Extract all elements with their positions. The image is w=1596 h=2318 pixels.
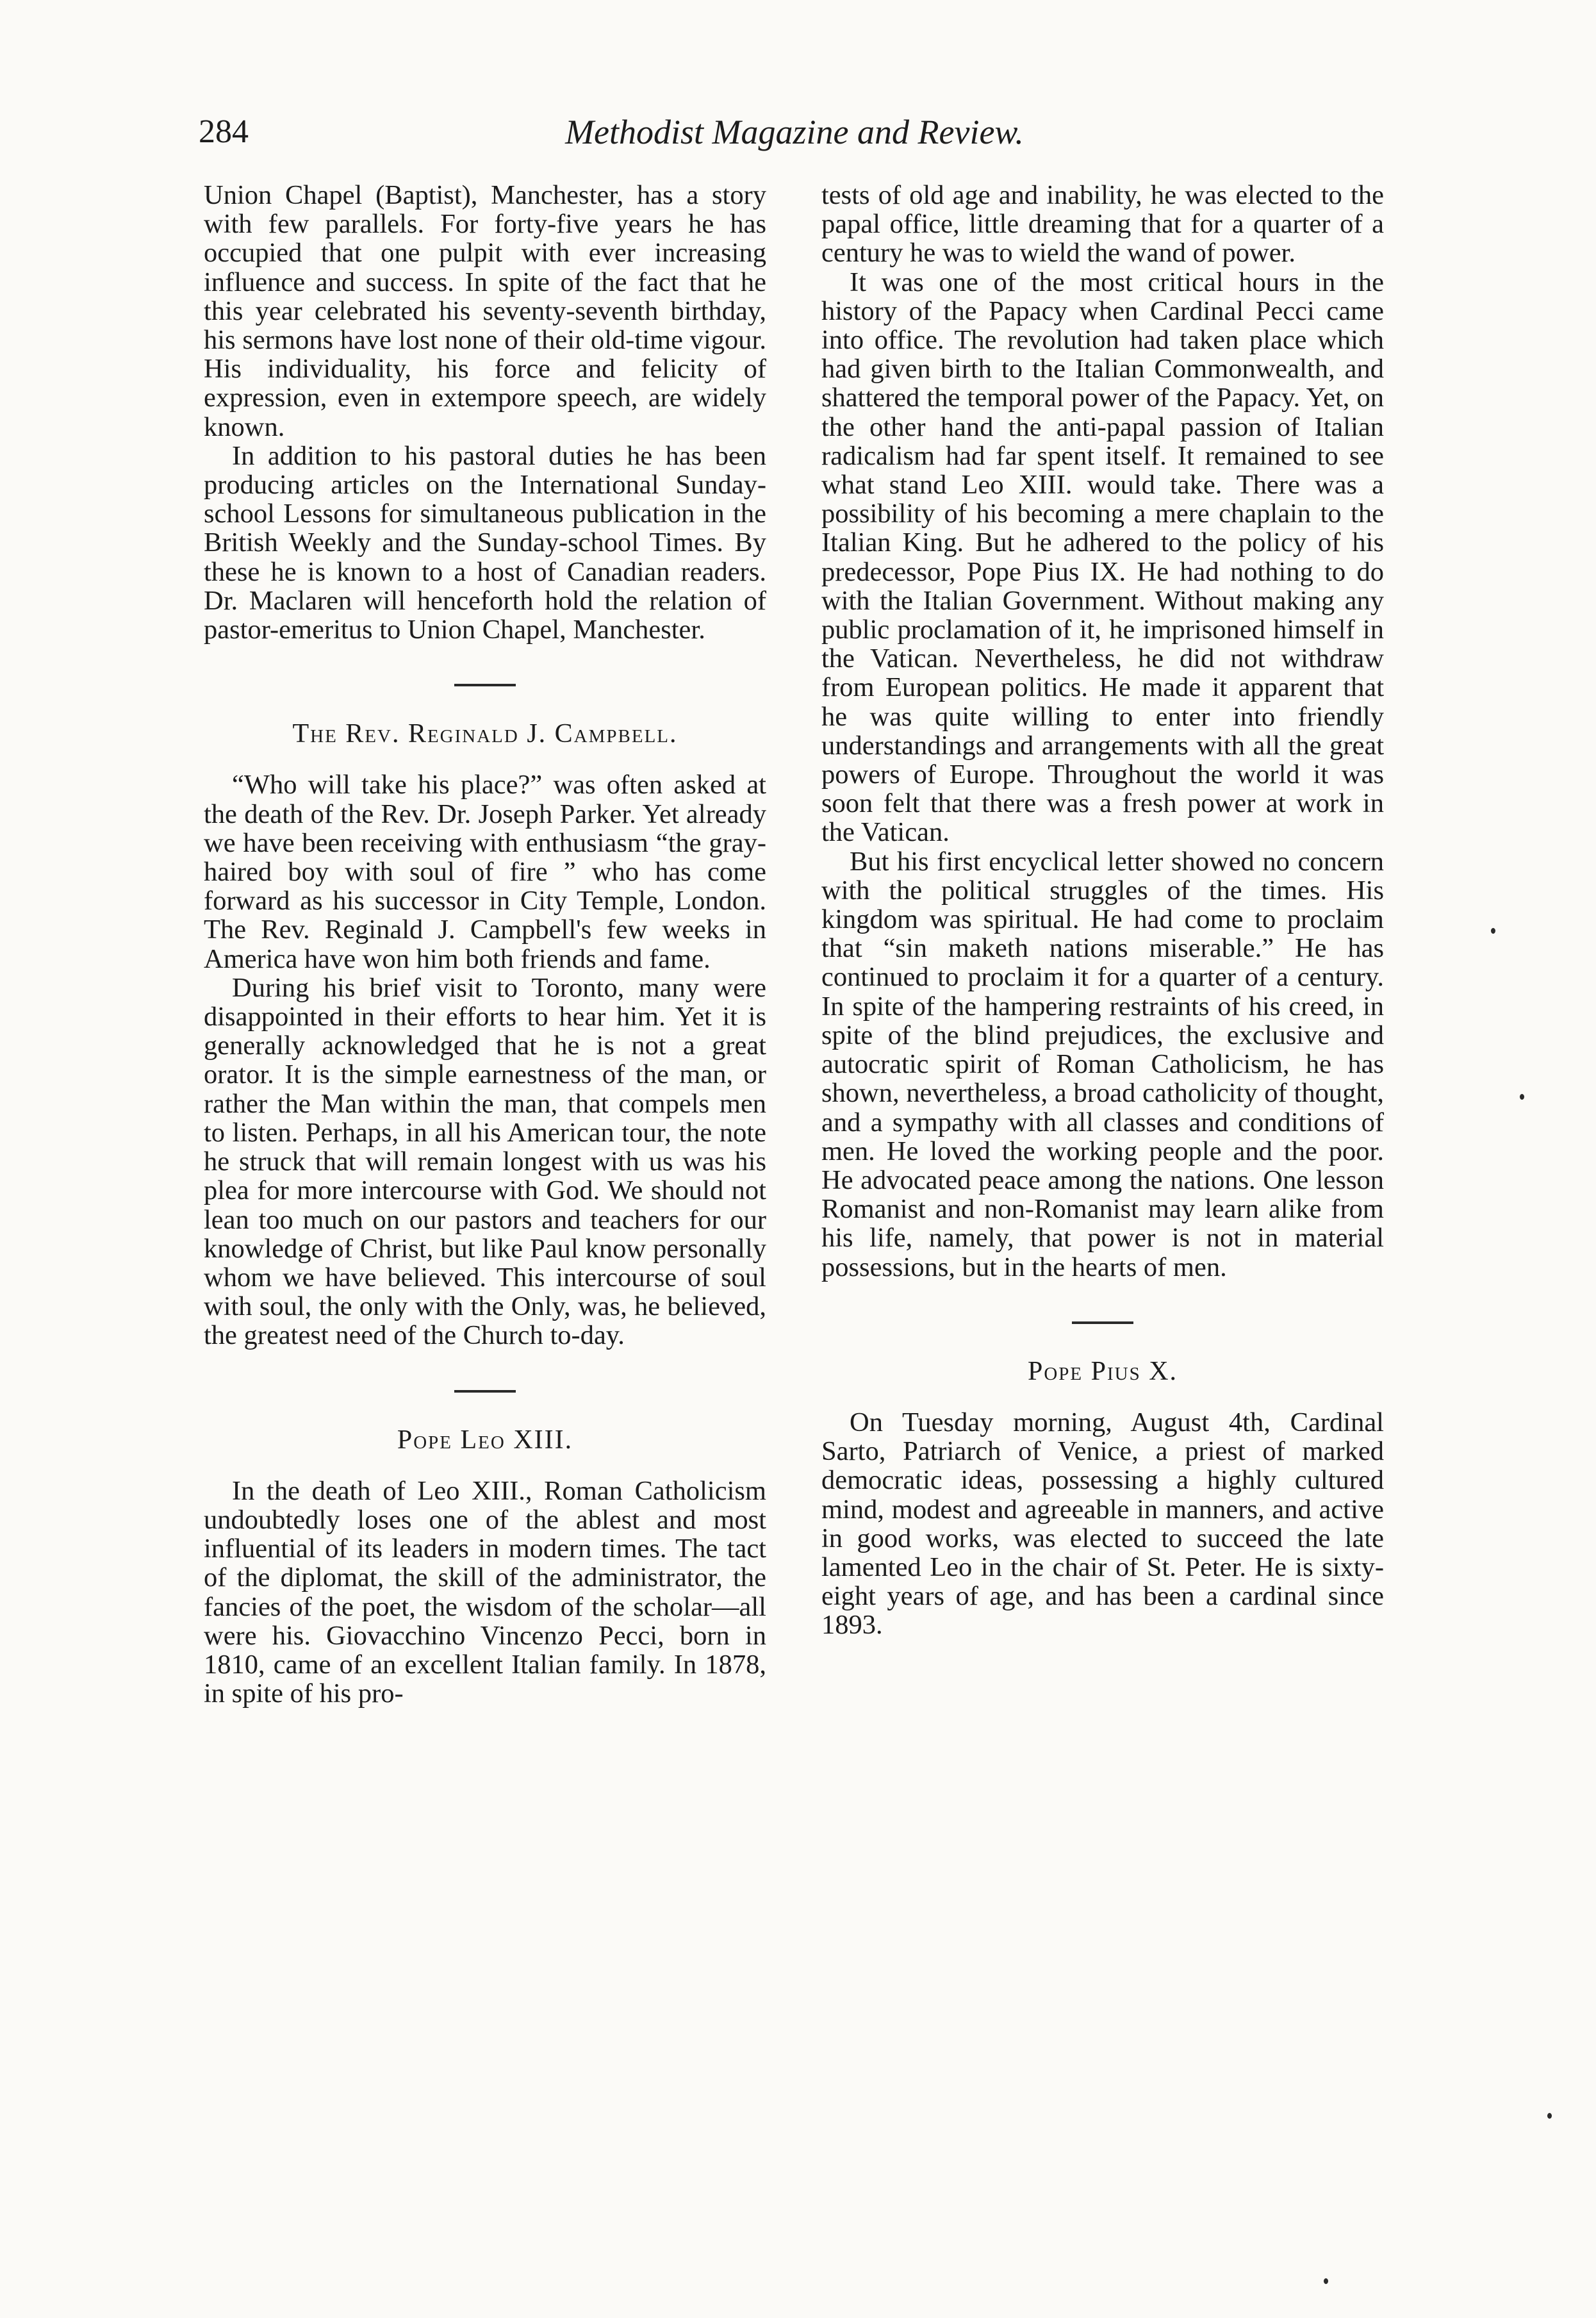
paragraph: It was one of the most critical hours in the history of the Papacy when Cardinal Pecci came into office. The revolution had taken place which had given birth to the Italian Commonwealth, and shattered the temporal power of the Papacy. Yet, on the other hand the anti-papal passion of Italian radicalism had far spent itself. It remained to see what stand Leo XIII. would take. There was a possibility of his becoming a mere chaplain to the Italian King. But he adhered to the policy of his predecessor, Pope Pius IX. He had nothing to do with the Italian Government. Without making any public proclamation of it, he imprisoned himself in the Vatican. Nevertheless, he did not withdraw from European politics. He made it apparent that he was quite willing to enter into friendly understandings and arrangements with all the great powers of Europe. Throughout the world it was soon felt that there was a fresh power at work in the Vatican. (821, 267, 1384, 848)
section-heading-pius: Pope Pius X. (1027, 1356, 1178, 1386)
paragraph: During his brief visit to Toronto, many were disappointed in their efforts to hear him. Yet it is generally acknowledged that he is not a great orator. It is the simple earnestness of the man, or rather the Man within the man, that compels men to listen. Perhaps, in all his American tour, the note he struck that will remain longest with us was his plea for more intercourse with God. We should not lean too much on our pastors and teachers for our knowledge of Christ, but like Paul know personally whom we have believed. This intercourse of soul with soul, the only with the Only, was, he believed, the greatest need of the Church to-day. (204, 972, 766, 1351)
section-heading-leo: Pope Leo XIII. (397, 1425, 573, 1455)
print-speck (1324, 2278, 1328, 2284)
left-column (204, 181, 766, 1708)
paragraph: In addition to his pastoral duties he has been producing articles on the International Sunday-school Lessons for simultaneous publication in the British Weekly and the Sunday-school Times. By these he is known to a host of Canadian readers. Dr. Maclaren will henceforth hold the relation of pastor-emeritus to Union Chapel, Manchester. (204, 440, 766, 645)
section-divider (454, 684, 516, 686)
running-title: Methodist Magazine and Review. (565, 113, 1024, 151)
paragraph: In the death of Leo XIII., Roman Catholicism undoubtedly loses one of the ablest and most influential of its leaders in modern times. The tact of the diplomat, the skill of the administrator, the fancies of the poet, the wisdom of the scholar—all were his. Giovacchino Vincenzo Pecci, born in 1810, came of an excellent Italian family. In 1878, in spite of his pro- (204, 1475, 766, 1709)
print-speck (1547, 2113, 1552, 2119)
section-heading-campbell: The Rev. Reginald J. Campbell. (292, 719, 678, 749)
paragraph: Union Chapel (Baptist), Manchester, has a story with few parallels. For forty-five years he has occupied that one pulpit with ever increasing influence and success. In spite of the fact that he this year celebrated his seventy-seventh birthday, his sermons have lost none of their old-time vigour. His individuality, his force and felicity of expression, even in extempore speech, are widely known. (204, 180, 766, 442)
section-divider (454, 1390, 516, 1393)
paragraph: But his first encyclical letter showed no concern with the political struggles of the times. His kingdom was spiritual. He had come to proclaim that “sin maketh nations miserable.” He has continued to proclaim it for a quarter of a century. In spite of the hampering restraints of his creed, in spite of the blind prejudices, the exclusive and autocratic spirit of Roman Catholicism, he has shown, nevertheless, a broad catholicity of thought, and a sympathy with all classes and conditions of men. He loved the working people and the poor. He advocated peace among the nations. One lesson Romanist and non-Romanist may learn alike from his life, namely, that power is not in material possessions, but in the hearts of men. (821, 846, 1384, 1282)
right-column (821, 181, 1384, 1640)
paragraph: On Tuesday morning, August 4th, Cardinal Sarto, Patriarch of Venice, a priest of marked democratic ideas, possessing a highly cultured mind, modest and agreeable in manners, and active in good works, was elected to succeed the late lamented Leo in the chair of St. Peter. He is sixty-eight years of age, and has been a cardinal since 1893. (821, 1407, 1384, 1641)
print-speck (1520, 1094, 1524, 1100)
page-header (199, 113, 1390, 170)
page-number: 284 (199, 113, 249, 150)
paragraph: “Who will take his place?” was often asked at the death of the Rev. Dr. Joseph Parker. Yet already we have been receiving with enthusiasm “the gray-haired boy with soul of fire ” who has come forward as his successor in City Temple, London. The Rev. Reginald J. Campbell's few weeks in America have won him both friends and fame. (204, 770, 766, 974)
section-divider (1072, 1321, 1133, 1324)
print-speck (1491, 928, 1495, 934)
paragraph: tests of old age and inability, he was elected to the papal office, little dreaming that for a quarter of a century he was to wield the wand of power. (821, 180, 1384, 269)
